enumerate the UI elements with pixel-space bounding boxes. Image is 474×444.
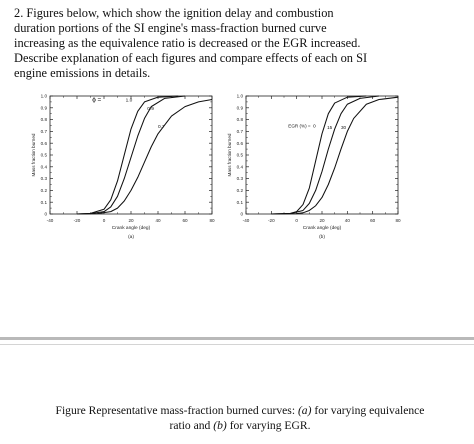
y-tick-label: 1.0	[236, 93, 243, 99]
x-tick-label: 20	[319, 218, 325, 223]
series-line	[271, 96, 379, 214]
figures-area	[0, 86, 474, 256]
legend-symbol: ϕ =	[92, 96, 102, 104]
divider-bottom	[0, 344, 474, 345]
y-tick-label: 0.9	[236, 105, 243, 111]
x-tick-label: 60	[370, 218, 376, 223]
x-tick-label: 40	[155, 218, 161, 223]
caption-line-1	[20, 403, 460, 418]
y-tick-label: 0.8	[40, 117, 47, 123]
y-tick-label: 0.3	[236, 176, 243, 182]
x-tick-label: 0	[295, 218, 298, 223]
x-tick-label: 80	[209, 218, 215, 223]
series-line	[77, 100, 212, 214]
y-tick-label: 0.1	[40, 199, 47, 205]
caption-line-2	[20, 418, 460, 433]
divider-top	[0, 337, 474, 340]
series-label: 30	[341, 125, 347, 131]
series-label: 1.0	[125, 98, 133, 104]
y-tick-label: 0.5	[40, 152, 47, 158]
y-tick-label: 0.8	[236, 117, 243, 123]
x-tick-label: -40	[46, 218, 54, 223]
x-tick-label: 40	[344, 218, 350, 223]
panel-label: (a)	[128, 235, 134, 240]
x-tick-label: 80	[395, 218, 401, 223]
chart-panel-b	[227, 94, 401, 240]
y-tick-label: 0.9	[40, 105, 47, 111]
plot-frame	[50, 96, 212, 214]
y-tick-label: 0.7	[236, 129, 243, 134]
y-tick-label: 0.3	[40, 176, 47, 182]
series-line	[271, 97, 398, 214]
y-tick-label: 0.6	[236, 140, 243, 146]
question-text	[14, 6, 454, 81]
figure-caption	[20, 403, 460, 433]
x-tick-label: -20	[268, 218, 275, 223]
y-tick-label: 0.6	[40, 140, 47, 146]
panel-label: (b)	[319, 235, 325, 240]
question-line: increasing as the equivalence ratio is decreased or the EGR increased.	[14, 36, 361, 50]
caption-text: ratio and	[169, 419, 214, 432]
caption-text: Figure Representative mass-fraction burned curves:	[55, 404, 298, 417]
series-label: 0.7	[158, 124, 165, 130]
caption-text: for varying EGR.	[226, 419, 311, 432]
legend-title: EGR (%) =	[288, 123, 311, 129]
x-axis-label: Crank angle (deg)	[111, 226, 151, 231]
x-tick-label: -20	[73, 218, 81, 223]
y-tick-label: 0	[44, 211, 47, 217]
x-tick-label: 20	[128, 218, 134, 223]
question-line: Describe explanation of each figures and compare effects of each on SI	[14, 51, 368, 65]
y-tick-label: 0.2	[236, 188, 243, 193]
x-tick-label: 60	[182, 218, 188, 223]
y-axis-label: Mass fraction burned	[227, 133, 232, 177]
chart-panel-a	[31, 94, 215, 240]
caption-label-b: (b)	[213, 419, 227, 432]
series-line	[271, 96, 366, 214]
x-tick-label: -40	[242, 218, 250, 223]
y-axis-label: Mass fraction burned	[31, 133, 36, 177]
x-tick-label: 0	[102, 218, 106, 223]
series-label: 15	[327, 125, 333, 131]
y-tick-label: 0.4	[40, 164, 47, 170]
series-label: 0.9	[147, 107, 154, 113]
y-tick-label: 0.7	[40, 129, 47, 134]
y-tick-label: 1.0	[40, 93, 47, 99]
y-tick-label: 0	[240, 211, 243, 217]
question-line: duration portions of the SI engine's mass-fraction burned curve	[14, 21, 327, 35]
question-line: engine emissions in details.	[14, 66, 151, 80]
question-line: 2. Figures below, which show the ignition delay and combustion	[14, 6, 334, 20]
caption-text: for varying equivalence	[311, 404, 425, 417]
y-tick-label: 0.2	[40, 188, 47, 193]
x-axis-label: Crank angle (deg)	[302, 226, 342, 231]
series-line	[77, 96, 185, 214]
y-tick-label: 0.5	[236, 152, 243, 158]
y-tick-label: 0.1	[236, 199, 243, 205]
caption-label-a: (a)	[297, 404, 312, 417]
y-tick-label: 0.4	[236, 164, 243, 170]
series-label: 0	[313, 123, 316, 129]
